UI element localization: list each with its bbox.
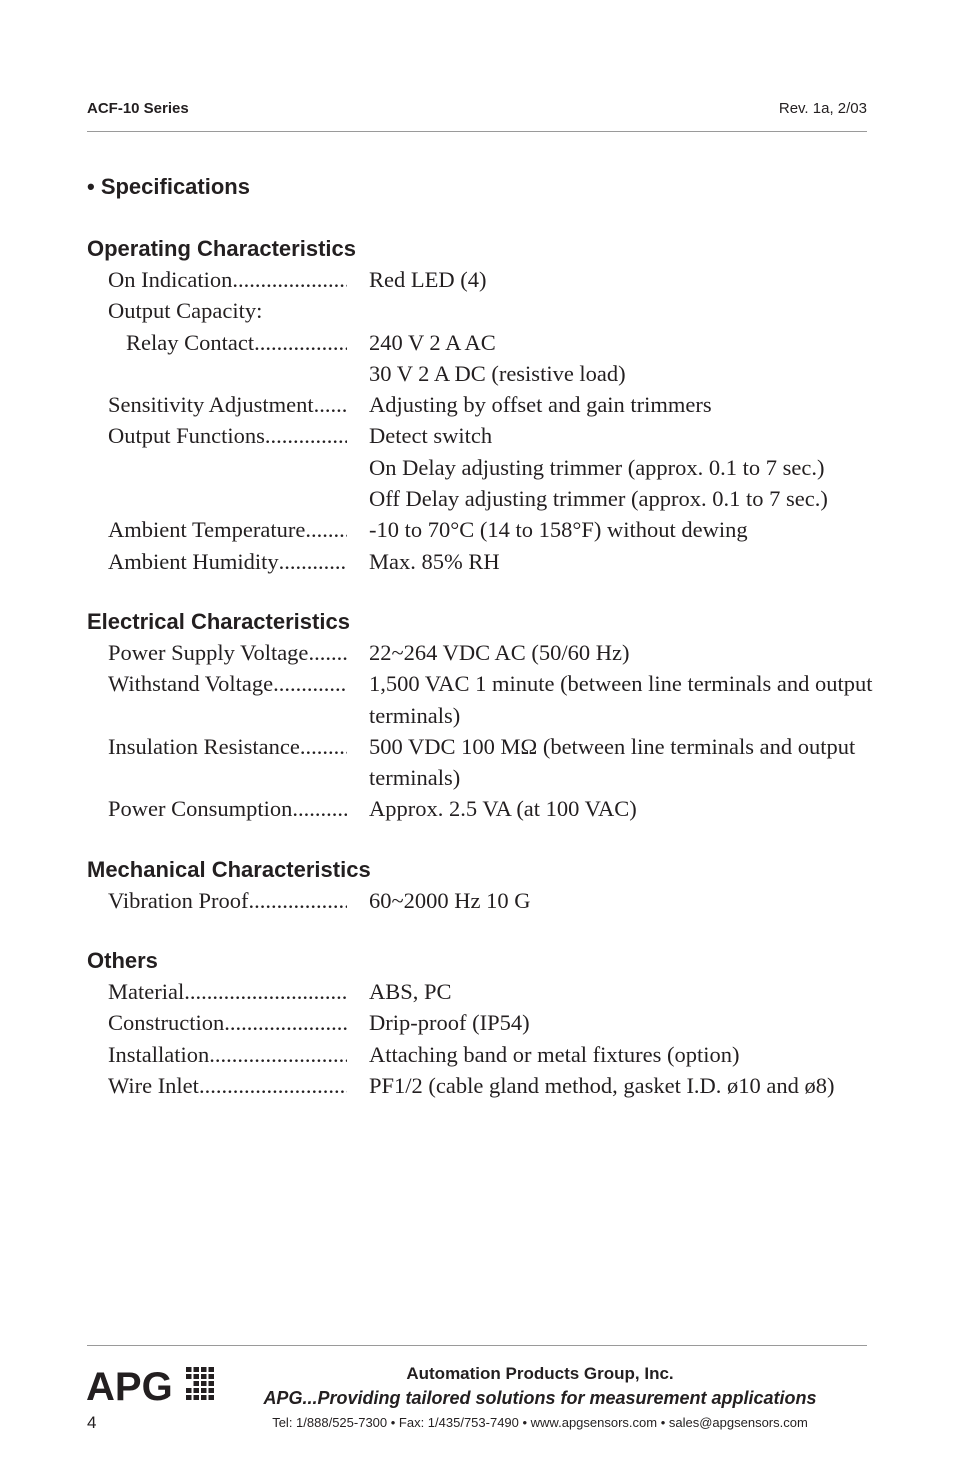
spec-row bbox=[87, 637, 877, 668]
spec-value bbox=[347, 295, 877, 326]
spec-row bbox=[87, 483, 877, 514]
spec-label bbox=[87, 358, 347, 389]
header-rule bbox=[87, 131, 867, 132]
logo-dot bbox=[194, 1388, 200, 1393]
spec-label: Ambient Temperature ..... bbox=[87, 514, 347, 545]
header-series: ACF-10 Series bbox=[87, 100, 189, 117]
apg-logo bbox=[86, 1364, 218, 1411]
footer-tagline: APG...Providing tailored solutions for measurement applications bbox=[263, 1388, 817, 1408]
logo-dot bbox=[209, 1374, 215, 1379]
spec-row bbox=[87, 514, 877, 545]
logo-dot bbox=[186, 1374, 192, 1379]
spec-label: Output Capacity: bbox=[108, 298, 263, 324]
section-title: Others bbox=[87, 948, 158, 974]
section-others bbox=[87, 946, 877, 1101]
spec-value: Drip-proof (IP54) bbox=[369, 1010, 530, 1036]
spec-value: 1,500 VAC 1 minute (between line terminals and output terminals) bbox=[369, 671, 873, 728]
spec-label: Ambient Humidity ..... bbox=[87, 546, 347, 577]
spec-value: 60~2000 Hz 10 G bbox=[369, 887, 531, 913]
spec-label: Power Consumption ..... bbox=[87, 793, 347, 824]
section-electrical bbox=[87, 607, 877, 825]
footer-rule bbox=[87, 1345, 867, 1346]
spec-label: Power Supply Voltage ..... bbox=[87, 637, 347, 668]
spec-value: Off Delay adjusting trimmer (approx. 0.1 to 7 sec.) bbox=[369, 486, 828, 512]
section-title: Electrical Characteristics bbox=[87, 608, 350, 634]
spec-value: Adjusting by offset and gain trimmers bbox=[369, 392, 712, 418]
spec-row bbox=[87, 295, 877, 326]
spec-value: PF1/2 (cable gland method, gasket I.D. ø10 and ø8) bbox=[369, 1072, 835, 1098]
logo-dot bbox=[201, 1388, 207, 1393]
spec-value: Detect switch bbox=[369, 423, 493, 449]
page-number: 4 bbox=[87, 1413, 97, 1432]
spec-label: Material ..... bbox=[87, 976, 347, 1007]
logo-dot bbox=[201, 1381, 207, 1386]
spec-row bbox=[87, 1039, 877, 1070]
spec-value: 240 V 2 A AC bbox=[369, 329, 496, 355]
logo-dot bbox=[194, 1381, 200, 1386]
specifications-heading: • Specifications bbox=[87, 174, 250, 199]
spec-value: Red LED (4) bbox=[369, 267, 487, 292]
logo-dot bbox=[201, 1374, 207, 1379]
spec-row bbox=[87, 1007, 877, 1038]
spec-label: Wire Inlet ..... bbox=[87, 1070, 347, 1101]
spec-row bbox=[87, 389, 877, 420]
spec-label: Insulation Resistance ..... bbox=[87, 731, 347, 794]
spec-row bbox=[87, 327, 877, 358]
spec-value: 30 V 2 A DC (resistive load) bbox=[369, 360, 626, 386]
spec-row bbox=[87, 420, 877, 451]
logo-text: APG bbox=[86, 1365, 173, 1406]
logo-dot bbox=[209, 1388, 215, 1393]
section-operating bbox=[87, 234, 877, 577]
spec-value: ABS, PC bbox=[369, 979, 452, 1005]
header-revision: Rev. 1a, 2/03 bbox=[778, 100, 867, 117]
section-title: Operating Characteristics bbox=[87, 236, 356, 261]
spec-row bbox=[87, 1070, 877, 1101]
spec-label: Construction ..... bbox=[87, 1007, 347, 1038]
spec-row bbox=[87, 546, 877, 577]
logo-dot bbox=[201, 1395, 207, 1400]
spec-row bbox=[87, 793, 877, 824]
spec-value: Max. 85% RH bbox=[369, 548, 500, 574]
spec-value: Approx. 2.5 VA (at 100 VAC) bbox=[369, 796, 637, 822]
spec-label bbox=[87, 483, 347, 514]
spec-row bbox=[87, 885, 877, 916]
spec-label: Installation ..... bbox=[87, 1039, 347, 1070]
spec-row bbox=[87, 668, 877, 731]
section-title: Mechanical Characteristics bbox=[87, 856, 371, 882]
spec-value: 500 VDC 100 MΩ (between line terminals and output terminals) bbox=[369, 733, 856, 791]
logo-dot bbox=[209, 1395, 215, 1400]
spec-row bbox=[87, 731, 877, 794]
spec-value: -10 to 70°C (14 to 158°F) without dewing bbox=[369, 517, 748, 543]
footer-contact: Tel: 1/888/525-7300 • Fax: 1/435/753-7490 • www.apgsensors.com • sales@apgsensors.com bbox=[272, 1415, 808, 1430]
logo-dot bbox=[201, 1367, 207, 1372]
spec-label: Vibration Proof ..... bbox=[87, 885, 347, 916]
spec-label: Relay Contact ..... bbox=[87, 327, 347, 358]
logo-dot bbox=[194, 1395, 200, 1400]
apg-logo-icon bbox=[86, 1364, 218, 1406]
spec-label bbox=[87, 452, 347, 483]
logo-dot bbox=[186, 1367, 192, 1372]
spec-label: Output Functions ..... bbox=[87, 420, 347, 451]
logo-dot bbox=[186, 1388, 192, 1393]
logo-dot bbox=[209, 1367, 215, 1372]
logo-dot bbox=[209, 1381, 215, 1386]
spec-row bbox=[87, 264, 877, 295]
logo-dot bbox=[194, 1374, 200, 1379]
spec-value: On Delay adjusting trimmer (approx. 0.1 to 7 sec.) bbox=[369, 454, 825, 480]
spec-value: 22~264 VDC AC (50/60 Hz) bbox=[369, 639, 630, 665]
spec-row bbox=[87, 452, 877, 483]
spec-label: On Indication ..... bbox=[87, 264, 347, 295]
spec-value: Attaching band or metal fixtures (option) bbox=[369, 1041, 740, 1067]
spec-label: Sensitivity Adjustment ..... bbox=[87, 389, 347, 420]
spec-label: Withstand Voltage ..... bbox=[87, 668, 347, 731]
footer-company: Automation Products Group, Inc. bbox=[406, 1364, 674, 1383]
spec-row bbox=[87, 358, 877, 389]
logo-dot bbox=[186, 1395, 192, 1400]
spec-row bbox=[87, 976, 877, 1007]
section-mechanical bbox=[87, 855, 877, 916]
spec-content bbox=[87, 172, 877, 1101]
logo-dot bbox=[194, 1367, 200, 1372]
